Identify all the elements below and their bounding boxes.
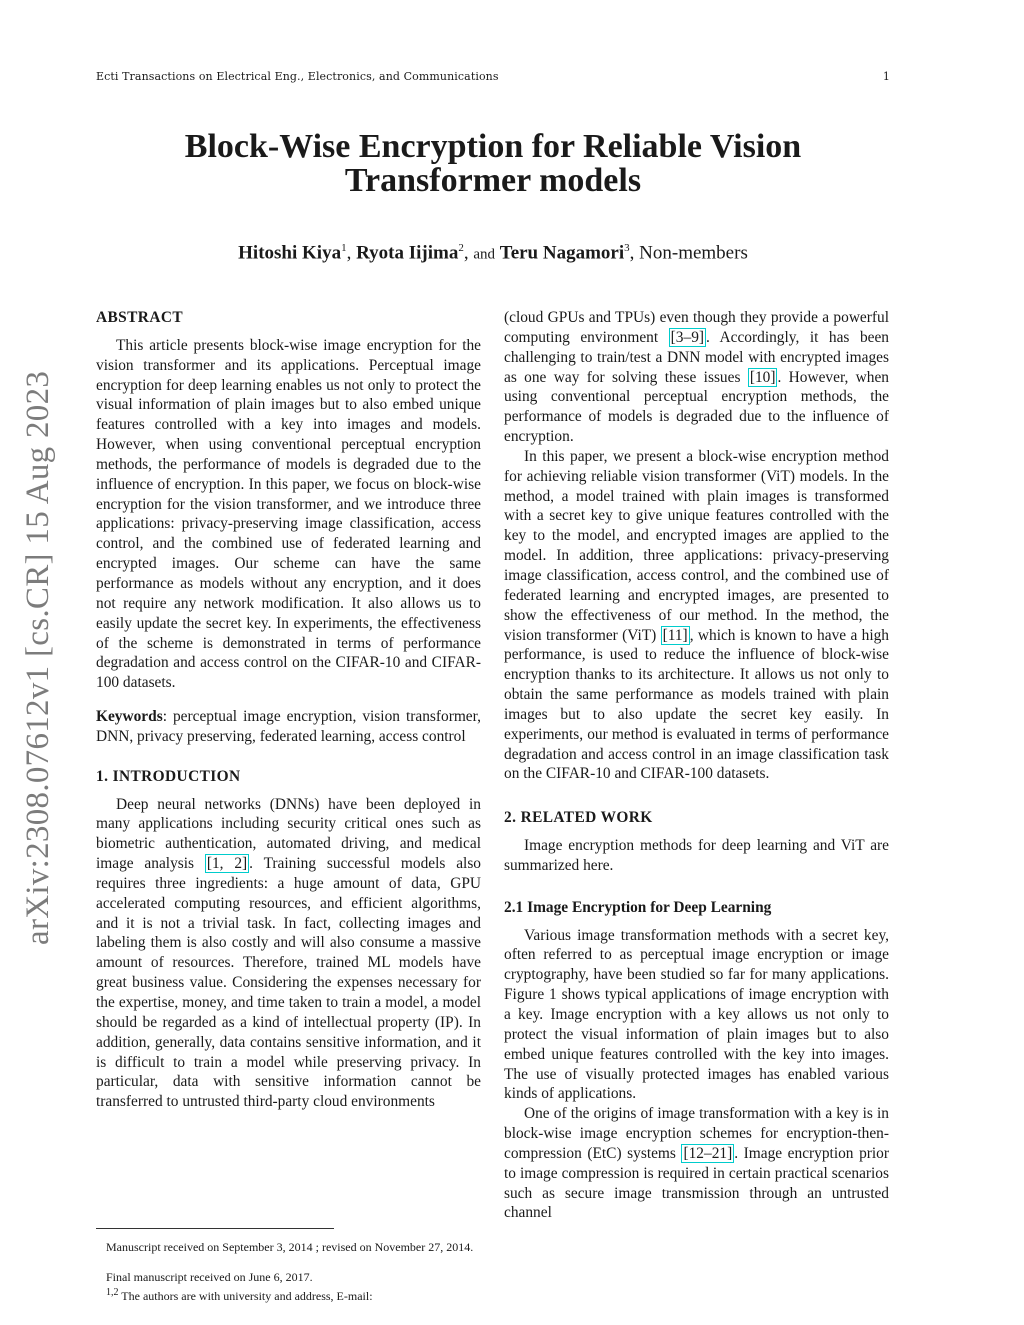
p2-text-b: , which is known to have a high performance, is used to reduce the influence of block-wise encryption thanks to its architecture. It allows us not only to obtain the same performance as models trained with plain images but to also update the secret key easily. In experiments, our method is evaluated in terms of performance degradation and access control in an image classification task on the CIFAR-10 and CIFAR-100 datasets. — [504, 626, 890, 783]
footnote-affiliation-text: The authors are with university and address, E-mail: — [118, 1289, 373, 1303]
intro-text-b: . Training successful models also requires three ingredients: a huge amount of data, GPU accelerated computing resources, and efficient algorithms, and it is not a trivial task. In fact, collecting images and labeling them is also costly and will also consume a massive amount of resources. Therefore, trained ML models have great business value. Considering the expenses necessary for the expertise, money, and time taken to train a model, a model should be regarded as a kind of intellectual property (IP). In addition, generally, data contains sensitive information, and it is difficult to train a model while preserving privacy. In particular, data with sensitive information cannot be transferred to untrusted third-party cloud environments — [96, 855, 482, 1111]
citation-link[interactable]: [12–21] — [683, 1144, 733, 1162]
footnote-affiliation — [96, 1285, 491, 1304]
rp2-text-a: One of the origins of image transformation with a key is in block-wise image encryption schemes for encryption-then-compression (EtC) systems — [504, 1105, 889, 1162]
author-2-affil: 2 — [458, 242, 464, 254]
citation-link[interactable]: [11] — [662, 626, 688, 644]
footnote-final: Final manuscript received on June 6, 2017. — [106, 1270, 313, 1284]
citation-link[interactable]: [1, 2] — [206, 855, 248, 873]
keywords — [96, 707, 481, 747]
intro-continuation — [504, 308, 889, 447]
cont-text-c: . However, when using conventional perceptual encryption methods, the performance of models is degraded due to the influence of encryption. — [504, 368, 889, 446]
paper-title — [96, 130, 890, 198]
citation-link[interactable]: [10] — [749, 368, 776, 386]
intro-paragraph — [96, 795, 481, 1113]
subsection-heading: 2.1 Image Encryption for Deep Learning — [504, 898, 772, 916]
left-column — [96, 308, 481, 1112]
author-2: Ryota Iijima — [356, 242, 459, 264]
intro-text-a: Deep neural networks (DNNs) have been deployed in many applications including security critical ones such as biometric authentication, automated driving, and medical image analysis — [96, 795, 481, 873]
intro-heading: 1. INTRODUCTION — [96, 767, 241, 785]
keywords-text: : perceptual image encryption, vision transformer, DNN, privacy preserving, federated learning, access control — [96, 708, 481, 745]
author-conjunction: and — [473, 246, 496, 263]
author-1: Hitoshi Kiya — [238, 242, 342, 264]
abstract-text: This article presents block-wise image encryption for the vision transformer and its applications. Perceptual image encryption for deep learning enables us not only to protect the visual information of plain images but to also embed unique features controlled with a key into images and models. However, when using conventional perceptual encryption methods, the performance of models is degraded due to the influence of encryption. In this paper, we focus on block-wise encryption for the vision transformer, and we introduce three applications: privacy-preserving image classification, access control, and the combined use of federated learning and encrypted images. Our scheme can have the same performance as models without any encryption, and it does not require any network modification. It also allows us to easily update the secret key. In experiments, the effectiveness of the scheme is demonstrated in terms of performance degradation and access control on the CIFAR-10 and CIFAR-100 datasets. — [96, 336, 481, 692]
journal-name: Ecti Transactions on Electrical Eng., Electronics, and Communications — [96, 70, 499, 83]
related-work-heading: 2. RELATED WORK — [504, 809, 653, 827]
related-paragraph-2 — [504, 1104, 889, 1223]
rp2-text-b: . Image encryption prior to image compression is required in certain practical scenarios such as secure image transmission through an untrusted channel — [504, 1144, 889, 1222]
related-paragraph-1: Various image transformation methods with a secret key, often referred to as perceptual image encryption or image cryptography, have been studied so far for many applications. Figure 1 shows typical applications of image encryption with a key. Image encryption with a key allows us not only to protect the visual information of plain images but to also embed unique features controlled with the key into images. The use of visually protected images has enabled various kinds of applications. — [504, 926, 889, 1103]
footnote-rule — [96, 1228, 334, 1229]
author-3: Teru Nagamori — [499, 242, 625, 264]
right-column — [504, 308, 889, 1223]
intro-paragraph-2 — [504, 447, 889, 784]
arxiv-stamp: arXiv:2308.07612v1 [cs.CR] 15 Aug 2023 — [20, 370, 56, 945]
cont-text-a: (cloud GPUs and TPUs) even though they provide a powerful computing environment — [504, 309, 889, 346]
author-list: Hitoshi Kiya$^1$, Ryota Iijima$^2$, and Teru Nagamori$^3$, Non-members — [238, 242, 748, 264]
footnote-marker: 1,2 — [106, 1287, 119, 1298]
membership-note: , Non-members — [629, 242, 748, 264]
title-line-2: Transformer models — [344, 162, 642, 199]
abstract-heading: ABSTRACT — [96, 309, 184, 326]
title-line-1: Block-Wise Encryption for Reliable Vision — [184, 128, 802, 165]
running-header — [96, 70, 890, 83]
citation-link[interactable]: [3–9] — [670, 328, 705, 346]
author-1-affil: 1 — [341, 242, 347, 254]
cont-text-b: . Accordingly, it has been challenging to train/test a DNN model with encrypted images as one way for solving these issues — [504, 328, 889, 386]
p2-text-a: In this paper, we present a block-wise encryption method for achieving reliable vision transformer (ViT) models. In the method, a model trained with plain images is transformed with a secret key to give unique features controlled with the key to the model, and encrypted images are applied to the model. In addition, three applications: privacy-preserving image classification, access control, and the combined use of federated learning and encrypted images, are presented to show the effectiveness of our method. In the method, the vision transformer (ViT) — [504, 447, 889, 644]
footnote-manuscript: Manuscript received on September 3, 2014 ; revised on November 27, 2014. — [106, 1240, 474, 1254]
keywords-label: Keywords — [96, 708, 163, 726]
related-work-intro: Image encryption methods for deep learning and ViT are summarized here. — [504, 837, 889, 874]
author-3-affil: 3 — [624, 242, 630, 254]
page-number: 1 — [882, 70, 890, 83]
